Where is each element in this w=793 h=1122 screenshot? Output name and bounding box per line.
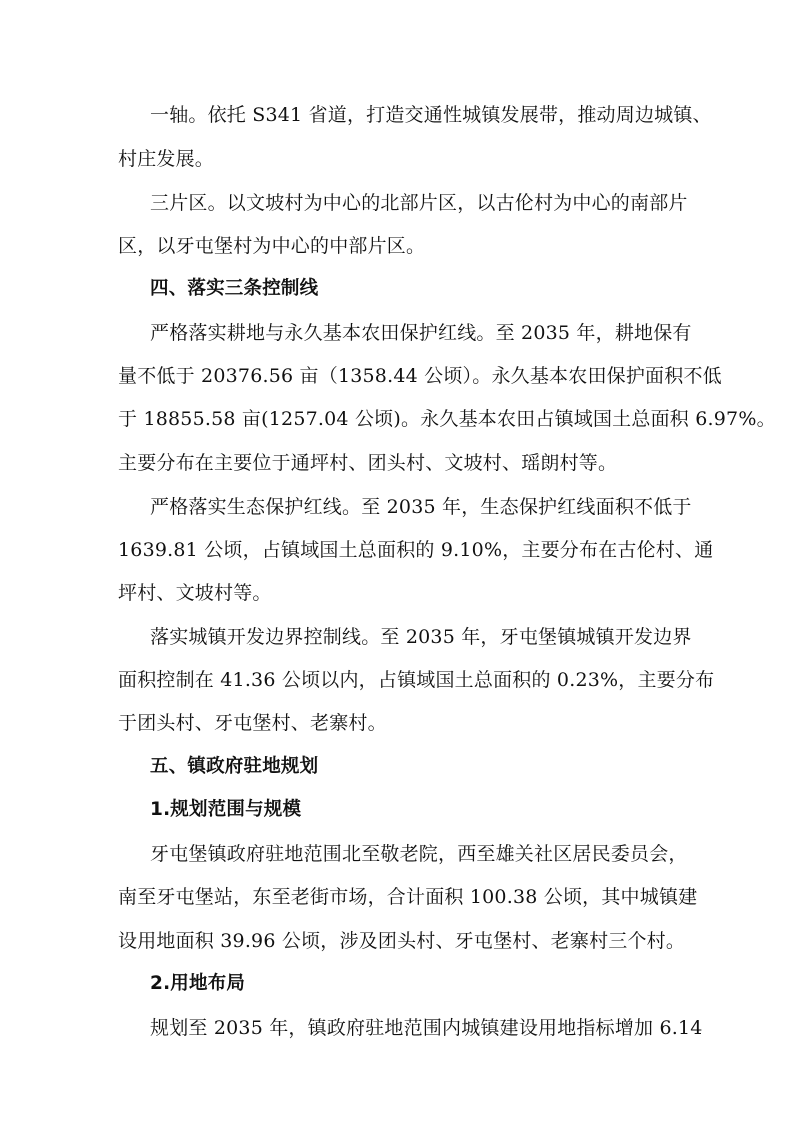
text-line: 于 18855.58 亩(1257.04 公顷)。永久基本农田占镇域国土总面积 6.97%。	[118, 408, 776, 430]
section-heading: 四、落实三条控制线	[150, 278, 319, 299]
text-line: 1639.81 公顷，占镇域国土总面积的 9.10%，主要分布在古伦村、通	[118, 539, 714, 561]
text-line: 于团头村、牙屯堡村、老寨村。	[118, 712, 387, 734]
section-heading: 五、镇政府驻地规划	[150, 756, 319, 777]
text-line: 三片区。以文坡村为中心的北部片区，以古伦村为中心的南部片	[150, 192, 688, 214]
text-line: 量不低于 20376.56 亩（1358.44 公顷）。永久基本农田保护面积不低	[118, 365, 722, 387]
text-line: 南至牙屯堡站，东至老街市场，合计面积 100.38 公顷，其中城镇建	[118, 886, 698, 908]
subsection-heading: 1.规划范围与规模	[150, 799, 302, 820]
text-line: 一轴。依托 S341 省道，打造交通性城镇发展带，推动周边城镇、	[150, 104, 712, 126]
text-line: 规划至 2035 年，镇政府驻地范围内城镇建设用地指标增加 6.14	[150, 1017, 703, 1039]
text-line: 落实城镇开发边界控制线。至 2035 年，牙屯堡镇城镇开发边界	[150, 626, 692, 648]
text-line: 严格落实耕地与永久基本农田保护红线。至 2035 年，耕地保有	[150, 322, 692, 344]
text-line: 主要分布在主要位于通坪村、团头村、文坡村、瑶朗村等。	[118, 452, 618, 474]
text-line: 区，以牙屯堡村为中心的中部片区。	[118, 235, 426, 257]
text-line: 严格落实生态保护红线。至 2035 年，生态保护红线面积不低于	[150, 496, 692, 518]
subsection-heading: 2.用地布局	[150, 973, 246, 994]
text-line: 牙屯堡镇政府驻地范围北至敬老院，西至雄关社区居民委员会，	[150, 843, 688, 865]
text-line: 村庄发展。	[118, 148, 215, 170]
text-line: 坪村、文坡村等。	[118, 582, 272, 604]
text-line: 设用地面积 39.96 公顷，涉及团头村、牙屯堡村、老寨村三个村。	[118, 930, 686, 952]
text-line: 面积控制在 41.36 公顷以内，占镇域国土总面积的 0.23%，主要分布	[118, 669, 715, 691]
